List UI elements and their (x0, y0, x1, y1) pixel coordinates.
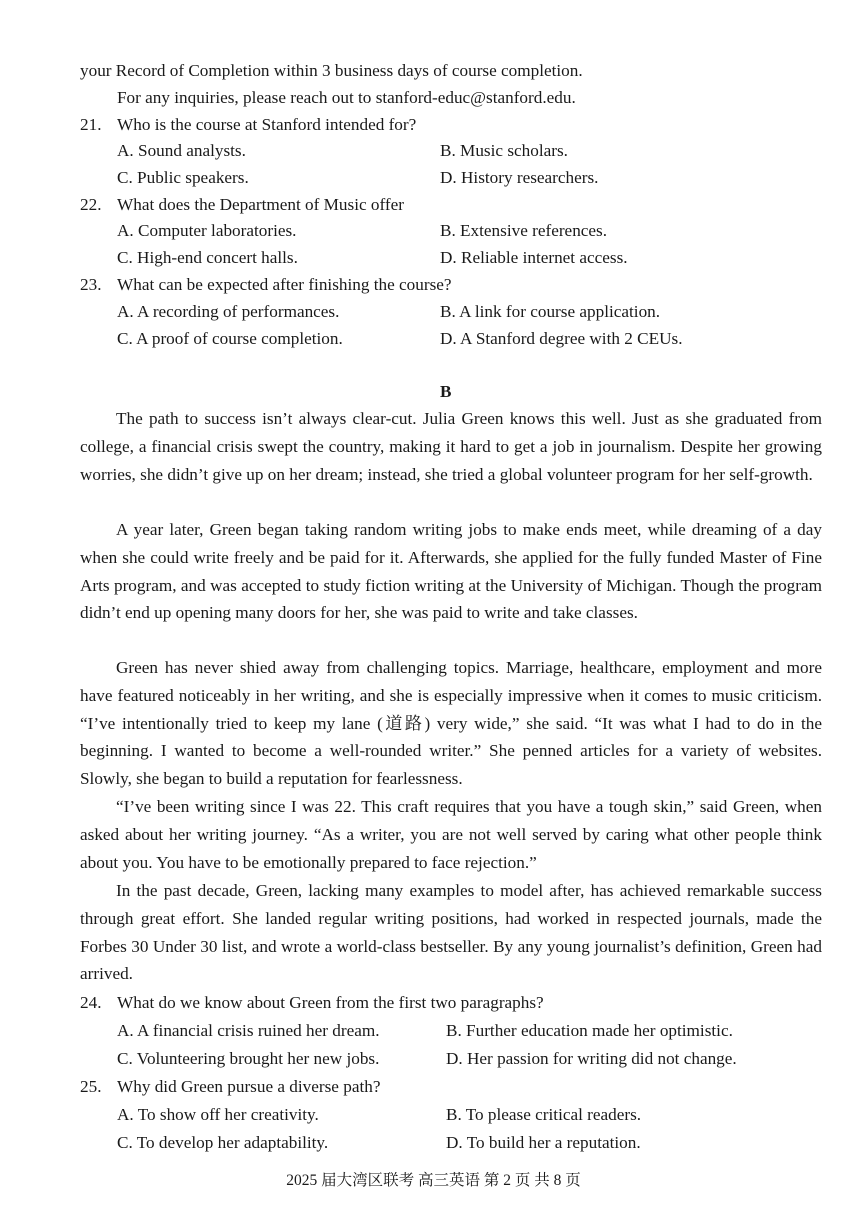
question-21-option-a[interactable]: A. Sound analysts. (117, 141, 246, 160)
question-21-option-d[interactable]: D. History researchers. (440, 168, 599, 187)
question-22-option-b[interactable]: B. Extensive references. (440, 221, 608, 240)
passage-paragraph (80, 793, 822, 876)
question-23-text: What can be expected after finishing the course? (117, 275, 452, 294)
question-25-option-c[interactable]: C. To develop her adaptability. (117, 1133, 329, 1152)
question-25-text: Why did Green pursue a diverse path? (117, 1077, 381, 1096)
section-b-label: B (440, 382, 452, 401)
passage-paragraph (80, 877, 822, 988)
question-23-option-b[interactable]: B. A link for course application. (440, 302, 661, 321)
question-22-text: What does the Department of Music offer (117, 195, 405, 214)
question-22-option-d[interactable]: D. Reliable internet access. (440, 248, 628, 267)
question-25-number: 25. (80, 1077, 102, 1096)
passage-paragraph-5-text: In the past decade, Green, lacking many examples to model after, has achieved remarkable success through great effort. She landed regular writing positions, had worked in respected journals, made the Forbes 30 Under 30 list, and wrote a world-class bestseller. By any young journalist’s definition, Green had arrived. (80, 881, 822, 984)
question-25-option-b[interactable]: B. To please critical readers. (446, 1105, 642, 1124)
passage-paragraph-1-text: The path to success isn’t always clear-cut. Julia Green knows this well. Just as she graduated from college, a financial crisis swept the country, making it hard to get a job in journalism. Despite her growing worries, she didn’t give up on her dream; instead, she tried a global volunteer program for her self-growth. (80, 409, 822, 484)
passage-paragraph (80, 405, 822, 488)
header-line-2: For any inquiries, please reach out to stanford-educ@stanford.edu. (117, 88, 576, 107)
question-22-option-a[interactable]: A. Computer laboratories. (117, 221, 297, 240)
question-23-option-d[interactable]: D. A Stanford degree with 2 CEUs. (440, 329, 683, 348)
question-24-option-a[interactable]: A. A financial crisis ruined her dream. (117, 1021, 380, 1040)
passage-paragraph (80, 654, 822, 793)
passage-paragraph (80, 516, 822, 627)
passage-paragraph-3-text: Green has never shied away from challenging topics. Marriage, healthcare, employment and more have featured noticeably in her writing, and she is especially impressive when it comes to music criticism. “I’ve intentionally tried to keep my lane (道路) very wide,” she said. “It was what I had to do in the beginning. I wanted to become a well-rounded writer.” She penned articles for a variety of websites. Slowly, she began to build a reputation for fearlessness. (80, 658, 822, 789)
passage-paragraph-2-text: A year later, Green began taking random writing jobs to make ends meet, while dreaming of a day when she could write freely and be paid for it. Afterwards, she applied for the fully funded Master of Fine Arts program, and was accepted to study fiction writing at the University of Michigan. Though the program didn’t end up opening many doors for her, she was paid to write and take classes. (80, 520, 822, 623)
question-24-text: What do we know about Green from the first two paragraphs? (117, 993, 544, 1012)
question-23-number: 23. (80, 275, 102, 294)
passage-paragraph-4-text: “I’ve been writing since I was 22. This craft requires that you have a tough skin,” said Green, when asked about her writing journey. “As a writer, you are not well served by caring what other people think about you. You have to be emotionally prepared to face rejection.” (80, 797, 822, 872)
header-line-1: your Record of Completion within 3 business days of course completion. (80, 61, 583, 80)
question-21-text: Who is the course at Stanford intended for? (117, 115, 417, 134)
question-25-option-d[interactable]: D. To build her a reputation. (446, 1133, 641, 1152)
question-21-number: 21. (80, 115, 102, 134)
question-24-number: 24. (80, 993, 102, 1012)
question-21-option-c[interactable]: C. Public speakers. (117, 168, 249, 187)
question-22-number: 22. (80, 195, 102, 214)
question-23-option-c[interactable]: C. A proof of course completion. (117, 329, 343, 348)
question-22-option-c[interactable]: C. High-end concert halls. (117, 248, 298, 267)
question-25-option-a[interactable]: A. To show off her creativity. (117, 1105, 319, 1124)
question-24-option-c[interactable]: C. Volunteering brought her new jobs. (117, 1049, 380, 1068)
question-24-option-d[interactable]: D. Her passion for writing did not change. (446, 1049, 737, 1068)
page-footer: 2025 届大湾区联考 高三英语 第 2 页 共 8 页 (286, 1172, 581, 1189)
question-21-option-b[interactable]: B. Music scholars. (440, 141, 568, 160)
question-24-option-b[interactable]: B. Further education made her optimistic. (446, 1021, 733, 1040)
question-23-option-a[interactable]: A. A recording of performances. (117, 302, 340, 321)
